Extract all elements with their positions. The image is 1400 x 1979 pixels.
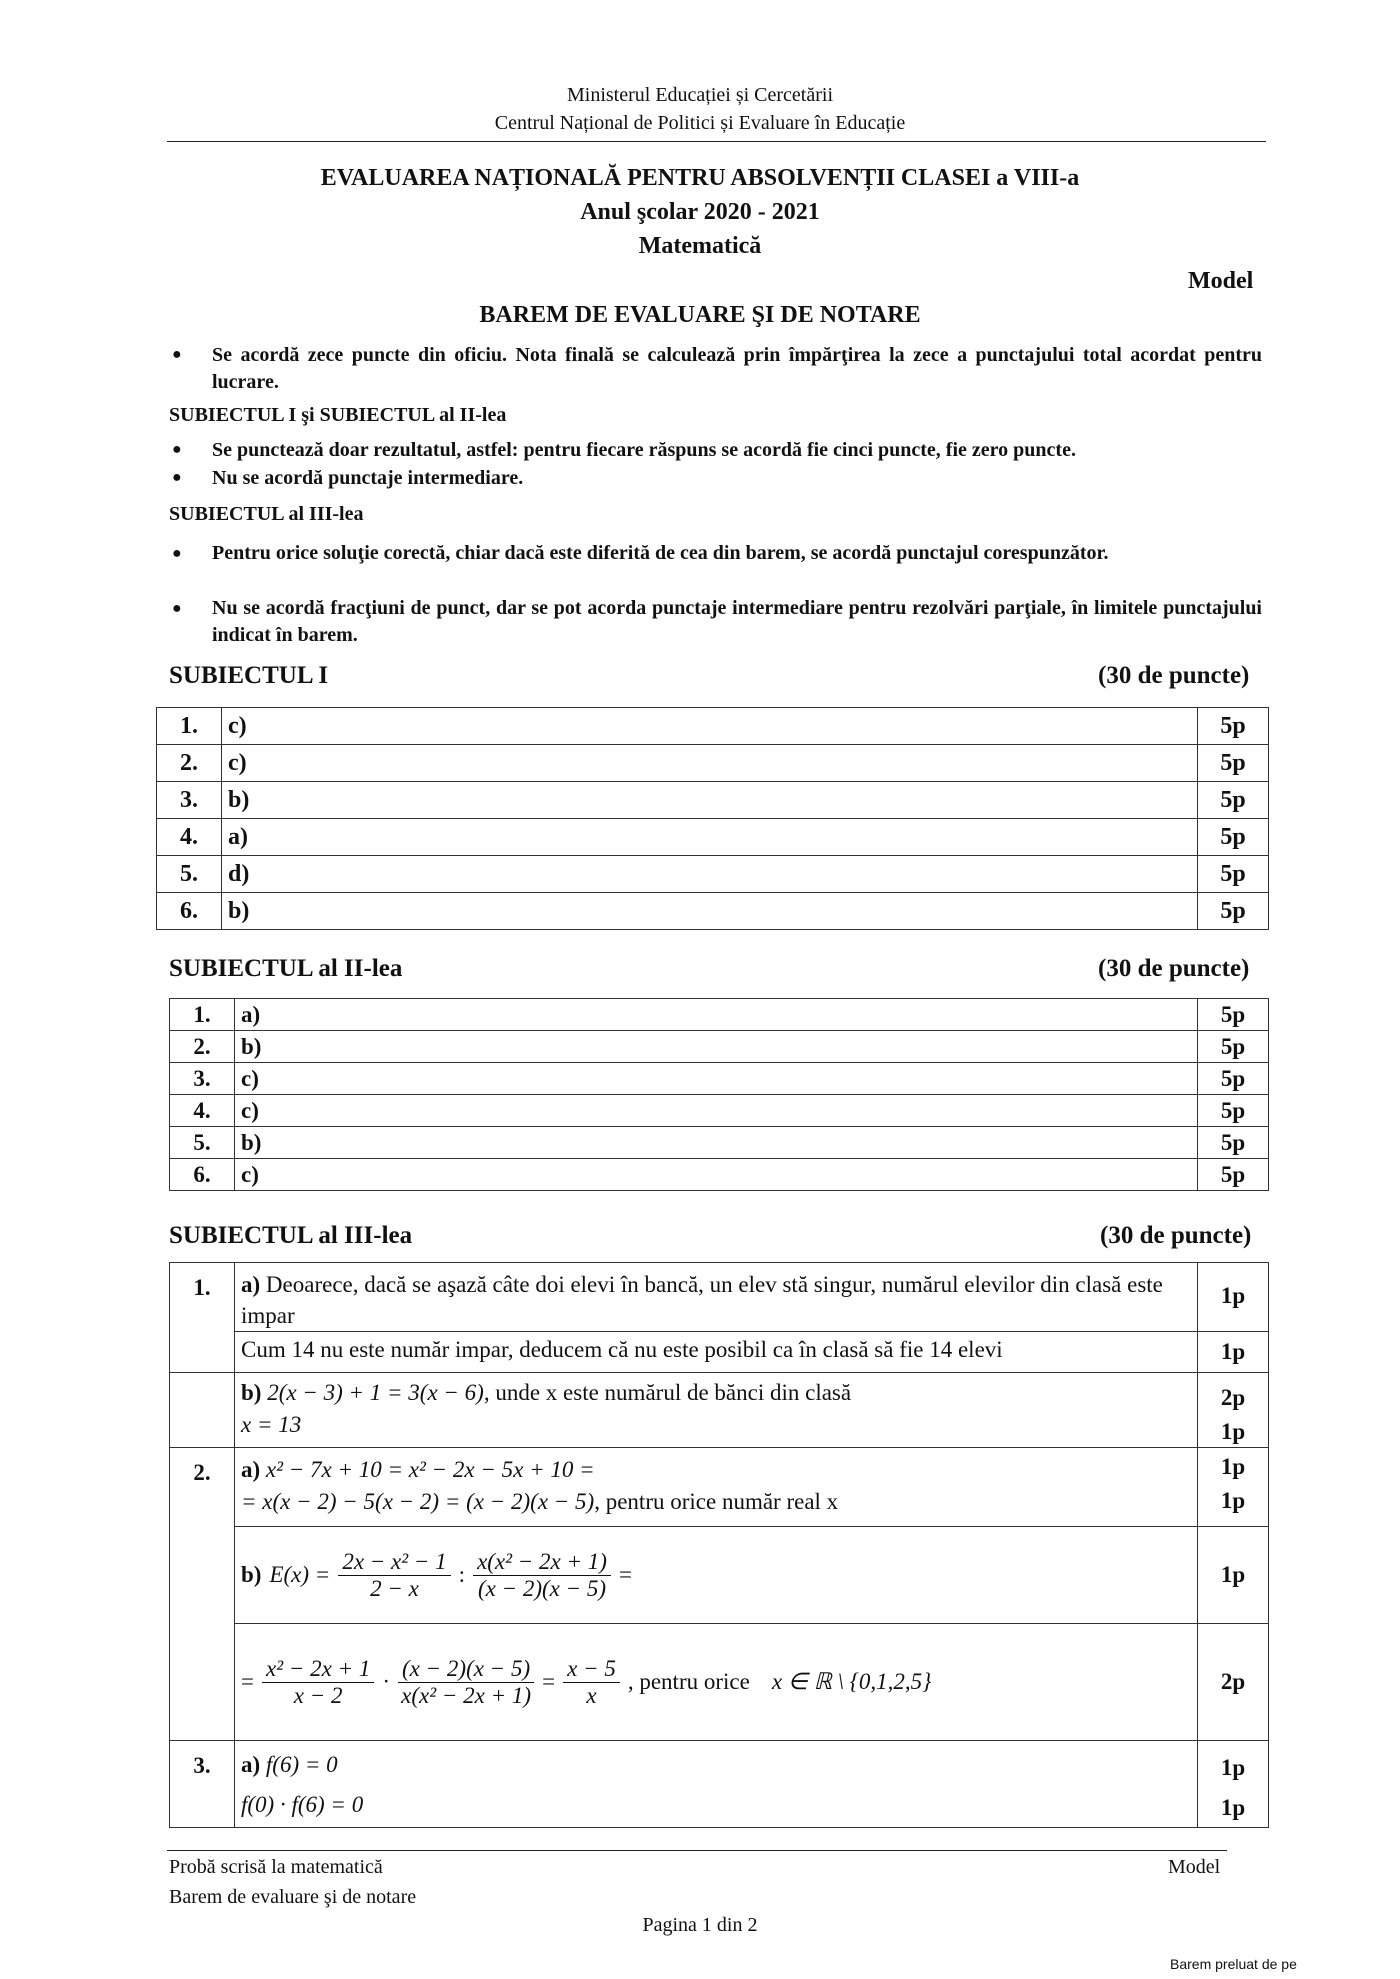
question-number: 2. xyxy=(157,745,222,782)
section-2-points: (30 de puncte) xyxy=(1098,955,1250,982)
score: 1p xyxy=(1198,1332,1269,1373)
factorization: = x(x − 2) − 5(x − 2) = (x − 2)(x − 5) xyxy=(241,1489,595,1514)
answer-row xyxy=(157,819,1269,856)
answer-cell: a) xyxy=(222,819,1198,856)
footer-right: Model xyxy=(1168,1856,1221,1878)
function-label: E(x) = xyxy=(269,1562,331,1587)
subheading-1-2: SUBIECTUL I şi SUBIECTUL al II-lea xyxy=(169,404,507,426)
bullet-marker: ● xyxy=(172,600,182,617)
question-number: 1. xyxy=(170,999,235,1031)
answer-cell: c) xyxy=(222,745,1198,782)
part-label: a) xyxy=(241,1752,261,1777)
score-cell: 5p xyxy=(1198,819,1269,856)
page-number: Pagina 1 din 2 xyxy=(642,1914,758,1936)
part-label: b) xyxy=(241,1380,262,1405)
problem-number: 2. xyxy=(170,1448,235,1741)
section-3-points: (30 de puncte) xyxy=(1100,1222,1252,1249)
footer-left-2: Barem de evaluare şi de notare xyxy=(169,1886,417,1908)
question-number: 6. xyxy=(170,1159,235,1191)
score: 1p xyxy=(1198,1527,1269,1624)
section-2-table xyxy=(169,998,1269,1191)
question-number: 5. xyxy=(170,1127,235,1159)
center-name: Centrul Național de Politici și Evaluare în Educație xyxy=(494,112,906,134)
instruction-5: Nu se acordă fracţiuni de punct, dar se pot acorda punctaje intermediare pentru rezolvări parţiale, în limitele punctajului indicat în barem. xyxy=(212,597,1262,646)
answer-row xyxy=(170,1127,1269,1159)
score-cell: 5p xyxy=(1198,1127,1269,1159)
ministry-name: Ministerul Educației și Cercetării xyxy=(566,84,834,106)
header-divider xyxy=(167,141,1266,142)
problem-1-row-a2 xyxy=(170,1332,1269,1373)
question-number: 5. xyxy=(157,856,222,893)
school-year: Anul şcolar 2020 - 2021 xyxy=(580,199,820,225)
score: 1p xyxy=(1220,1795,1246,1820)
part-label: b) xyxy=(241,1562,262,1587)
question-number: 3. xyxy=(170,1063,235,1095)
bullet-marker: ● xyxy=(172,469,182,486)
part-label: a) xyxy=(241,1272,261,1297)
fraction: $\frac{\text{x² − 2x + 1}}{x - 2}$ xyxy=(262,1656,374,1709)
section-3-title: SUBIECTUL al III-lea xyxy=(169,1222,413,1249)
answer-row xyxy=(170,999,1269,1031)
score: 1p xyxy=(1198,1263,1269,1332)
score-cell: 5p xyxy=(1198,1063,1269,1095)
section-2-title: SUBIECTUL al II-lea xyxy=(169,955,403,982)
equation: 2(x − 3) + 1 = 3(x − 6) xyxy=(267,1380,484,1405)
score-cell: 5p xyxy=(1198,856,1269,893)
equation-note: , unde x este numărul de bănci din clasă xyxy=(483,1380,852,1405)
bullet-marker: ● xyxy=(172,346,182,363)
footer-left-1: Probă scrisă la matematică xyxy=(169,1856,383,1878)
score-pair xyxy=(1198,1373,1269,1448)
score: 1p xyxy=(1220,1755,1246,1780)
problem-1-row-b xyxy=(170,1373,1269,1448)
question-number: 3. xyxy=(157,782,222,819)
instruction-2: Se punctează doar rezultatul, astfel: pentru fiecare răspuns se acordă fie cinci puncte, fie zero puncte. xyxy=(212,439,1076,461)
solution: x = 13 xyxy=(241,1412,302,1437)
section-1-points: (30 de puncte) xyxy=(1098,662,1250,689)
barem-title: BAREM DE EVALUARE ŞI DE NOTARE xyxy=(479,302,921,328)
score-cell: 5p xyxy=(1198,745,1269,782)
section-3-table xyxy=(169,1262,1269,1828)
score-cell: 5p xyxy=(1198,708,1269,745)
question-number: 1. xyxy=(157,708,222,745)
score-cell: 5p xyxy=(1198,1095,1269,1127)
expression: x² − 7x + 10 = x² − 2x − 5x + 10 = xyxy=(265,1457,595,1482)
question-number: 4. xyxy=(157,819,222,856)
answer-cell: d) xyxy=(222,856,1198,893)
problem-1b-cell xyxy=(235,1373,1198,1448)
corner-note: Barem preluat de pe xyxy=(1170,1956,1297,1972)
problem-2-row-c xyxy=(170,1624,1269,1741)
score: 2p xyxy=(1198,1624,1269,1741)
answer-row xyxy=(170,1095,1269,1127)
expression: f(6) = 0 xyxy=(265,1752,338,1777)
answer-row xyxy=(157,893,1269,930)
question-number: 4. xyxy=(170,1095,235,1127)
score-cell: 5p xyxy=(1198,1031,1269,1063)
answer-cell: b) xyxy=(235,1031,1198,1063)
answer-row xyxy=(157,745,1269,782)
score: 1p xyxy=(1220,1454,1246,1479)
answer-row xyxy=(157,708,1269,745)
fraction: $\frac{(x - 2)(x - 5)}{\text{x(x² − 2x + 1)}}$ xyxy=(398,1656,534,1709)
fraction: $\frac{x - 5}{x}$ xyxy=(563,1656,620,1709)
score-cell: 5p xyxy=(1198,782,1269,819)
answer-row xyxy=(157,782,1269,819)
domain: x ∈ ℝ \ {0,1,2,5} xyxy=(771,1669,932,1694)
expression: f(0) · f(6) = 0 xyxy=(241,1792,364,1817)
score: 1p xyxy=(1220,1488,1246,1513)
question-number: 2. xyxy=(170,1031,235,1063)
problem-3a-cell xyxy=(235,1741,1198,1828)
model-label: Model xyxy=(1188,268,1254,294)
subheading-3: SUBIECTUL al III-lea xyxy=(169,503,364,525)
problem-3-row-a xyxy=(170,1741,1269,1828)
score: 1p xyxy=(1220,1419,1246,1444)
score-pair xyxy=(1198,1741,1269,1828)
problem-2-row-b xyxy=(170,1527,1269,1624)
exam-title: EVALUAREA NAȚIONALĂ PENTRU ABSOLVENȚII CLASEI a VIII-a xyxy=(320,165,1080,191)
problem-1a-text: Deoarece, dacă se aşază câte doi elevi în bancă, un elev stă singur, numărul elevilor din clasă este impar xyxy=(241,1272,1163,1328)
instruction-1: Se acordă zece puncte din oficiu. Nota finală se calculează prin împărţirea la zece a punctajului total acordat pentru lucrare. xyxy=(212,344,1262,393)
answer-cell: a) xyxy=(235,999,1198,1031)
score: 2p xyxy=(1220,1385,1246,1410)
problem-1a-text2: Cum 14 nu este număr impar, deducem că nu este posibil ca în clasă să fie 14 elevi xyxy=(235,1332,1198,1373)
section-1-table xyxy=(156,707,1269,930)
fraction: $\frac{\text{2x − x² − 1}}{2 - x}$ xyxy=(338,1549,450,1602)
subject-name: Matematică xyxy=(638,233,762,259)
instruction-4: Pentru orice soluţie corectă, chiar dacă este diferită de cea din barem, se acordă punctajul corespunzător. xyxy=(212,542,1109,564)
section-1-title: SUBIECTUL I xyxy=(169,662,329,689)
factorization-note: , pentru orice număr real x xyxy=(594,1489,839,1514)
score-cell: 5p xyxy=(1198,999,1269,1031)
problem-2c-cell: = $\frac{\text{x² − 2x + 1}}{x - 2}$ · $\frac{(x - 2)(x - 5)}{\text{x(x² − 2x + 1)}}$ = $\frac{x - 5}{x}$ , pentru orice x ∈ ℝ \ {0,1,2,5} xyxy=(235,1624,1198,1741)
answer-cell: c) xyxy=(235,1095,1198,1127)
footer-divider xyxy=(167,1850,1227,1851)
score-pair xyxy=(1198,1448,1269,1527)
fraction: $\frac{\text{x(x² − 2x + 1)}}{(x - 2)(x - 5)}$ xyxy=(473,1549,611,1602)
score-cell: 5p xyxy=(1198,1159,1269,1191)
problem-2-row-a xyxy=(170,1448,1269,1527)
instruction-3: Nu se acordă punctaje intermediare. xyxy=(212,467,524,489)
answer-row xyxy=(170,1031,1269,1063)
problem-2a-cell xyxy=(235,1448,1198,1527)
score-cell: 5p xyxy=(1198,893,1269,930)
problem-1-row-a xyxy=(170,1263,1269,1332)
answer-cell: c) xyxy=(235,1063,1198,1095)
domain-note: , pentru orice xyxy=(627,1669,750,1694)
answer-row xyxy=(157,856,1269,893)
answer-cell: c) xyxy=(235,1159,1198,1191)
part-label: a) xyxy=(241,1457,261,1482)
problem-1a-cell xyxy=(235,1263,1198,1332)
problem-2b-cell: b) E(x) = $\frac{\text{2x − x² − 1}}{2 - x}$ : $\frac{\text{x(x² − 2x + 1)}}{(x - 2)(x - 5)}$ = xyxy=(235,1527,1198,1624)
bullet-marker: ● xyxy=(172,441,182,458)
answer-cell: b) xyxy=(222,782,1198,819)
answer-cell: b) xyxy=(235,1127,1198,1159)
answer-row xyxy=(170,1063,1269,1095)
answer-cell: c) xyxy=(222,708,1198,745)
question-number: 6. xyxy=(157,893,222,930)
problem-number: 3. xyxy=(170,1741,235,1828)
answer-row xyxy=(170,1159,1269,1191)
bullet-marker: ● xyxy=(172,545,182,562)
problem-number: 1. xyxy=(170,1263,235,1373)
answer-cell: b) xyxy=(222,893,1198,930)
